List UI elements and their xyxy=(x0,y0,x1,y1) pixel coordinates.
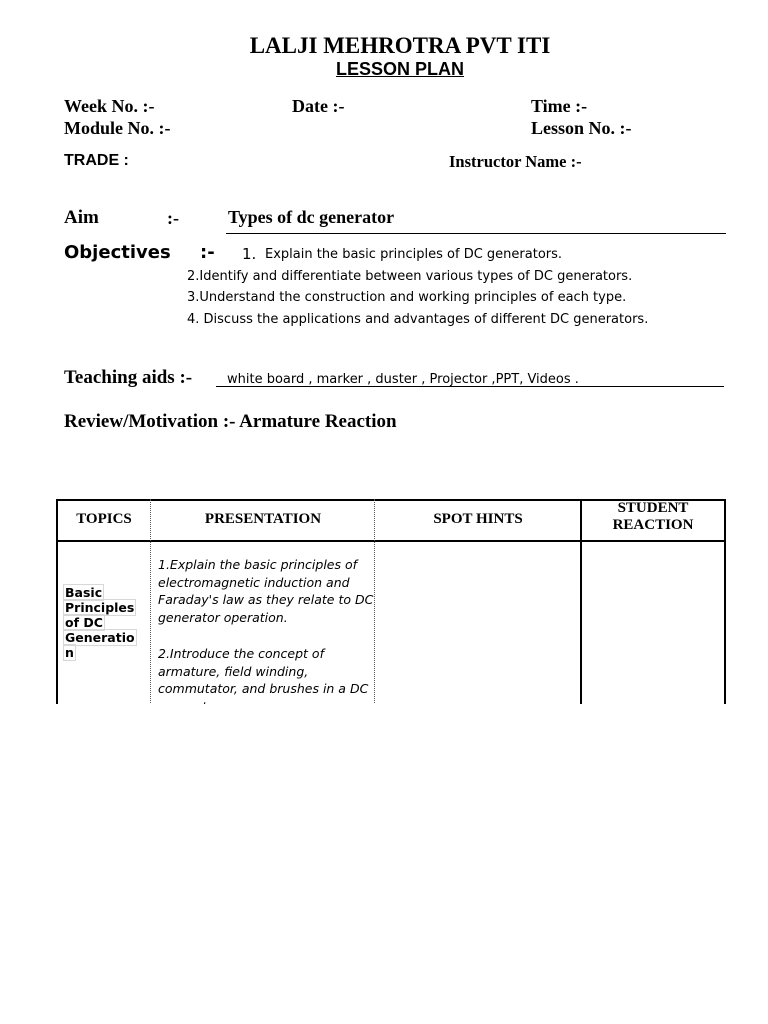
topic-line: Principles xyxy=(65,600,135,615)
aim-value: Types of dc generator xyxy=(228,207,395,227)
time-label: Time :- xyxy=(531,96,588,116)
lesson-table xyxy=(56,499,726,705)
page-blank-area xyxy=(0,704,768,1024)
objective-4: 4. Discuss the applications and advantages of different DC generators. xyxy=(187,312,649,327)
table-left-border xyxy=(56,499,58,705)
objective-2: 2.Identify and differentiate between various types of DC generators. xyxy=(187,269,633,284)
date-label: Date :- xyxy=(292,96,345,116)
trade-label: TRADE : xyxy=(64,152,129,169)
instructor-name-label: Instructor Name :- xyxy=(449,152,582,171)
presentation-point-1: 1.Explain the basic principles of electromagnetic induction and Faraday's law as they relate to DC generator operation. xyxy=(158,557,374,625)
objective-1: Explain the basic principles of DC generators. xyxy=(265,247,563,262)
topic-cell xyxy=(63,585,141,660)
aim-separator: :- xyxy=(167,208,179,228)
document-title: LESSON PLAN xyxy=(335,59,464,79)
header-presentation: PRESENTATION xyxy=(204,511,322,527)
lesson-no-label: Lesson No. :- xyxy=(531,118,632,138)
topic-line: of DC xyxy=(65,615,103,630)
module-no-label: Module No. :- xyxy=(64,118,171,138)
institute-title: LALJI MEHROTRA PVT ITI xyxy=(249,33,551,58)
week-no-label: Week No. :- xyxy=(64,96,155,116)
aim-underline xyxy=(226,233,726,234)
table-right-border xyxy=(724,499,726,705)
aim-label: Aim xyxy=(64,207,99,228)
objectives-separator: :- xyxy=(200,242,215,263)
topic-line: Basic xyxy=(65,585,103,600)
objective-3: 3.Understand the construction and working principles of each type. xyxy=(187,290,627,305)
presentation-point-2: 2.Introduce the concept of armature, field winding, commutator, and brushes in a DC xyxy=(158,646,369,696)
table-header-divider xyxy=(56,540,726,542)
objective-1-number: 1. xyxy=(242,245,257,263)
table-col-divider-1 xyxy=(150,499,151,705)
topic-line: n xyxy=(65,645,74,660)
header-student: STUDENT xyxy=(617,500,689,516)
teaching-aids-value: white board , marker , duster , Projector ,PPT, Videos . xyxy=(227,372,579,387)
header-reaction: REACTION xyxy=(612,517,694,533)
teaching-aids-underline xyxy=(216,386,724,387)
objectives-label: Objectives xyxy=(64,242,171,263)
teaching-aids-label: Teaching aids :- xyxy=(64,367,193,388)
topic-line: Generatio xyxy=(65,630,135,645)
header-topics: TOPICS xyxy=(76,511,132,527)
review-motivation: Review/Motivation :- Armature Reaction xyxy=(64,411,397,432)
header-spot-hints: SPOT HINTS xyxy=(433,511,523,527)
